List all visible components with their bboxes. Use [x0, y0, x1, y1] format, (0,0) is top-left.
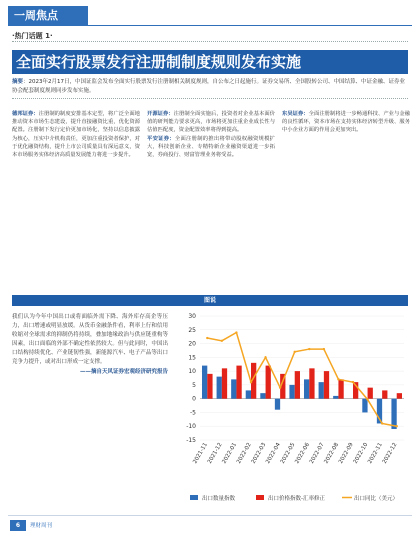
- bar-export-volume: [319, 382, 324, 399]
- figure-caption: ——摘自天风证券宏观经济研究报告: [79, 369, 168, 375]
- legend-label: 出口价格指数-汇率修正: [268, 496, 325, 502]
- figure-banner: 图说: [12, 295, 408, 306]
- line-point: [396, 425, 398, 427]
- section-divider: [8, 25, 412, 26]
- x-tick-label: 2022-10: [352, 442, 370, 465]
- bar-export-volume: [202, 366, 207, 399]
- legend-label: 出口数量指数: [202, 496, 236, 502]
- line-point: [366, 398, 368, 400]
- legend-swatch: [256, 495, 264, 500]
- line-point: [279, 386, 281, 388]
- line-point: [235, 331, 237, 333]
- y-tick-label: 20: [188, 340, 196, 348]
- bar-export-volume: [260, 393, 265, 399]
- brand-name: 理财周刊: [30, 523, 53, 529]
- line-point: [250, 381, 252, 383]
- paragraph-source: 平安证券：: [147, 135, 175, 142]
- figure-text: [12, 313, 168, 377]
- article-paragraph: [147, 135, 275, 160]
- x-tick-label: 2022-06: [294, 442, 312, 465]
- x-tick-label: 2021-11: [192, 442, 210, 465]
- bar-export-price: [368, 388, 373, 399]
- x-tick-label: 2022-02: [236, 442, 253, 465]
- article-title: 全面实行股票发行注册制制度规则发布实施: [12, 50, 408, 74]
- export-chart: [172, 310, 412, 510]
- x-tick-label: 2022-11: [367, 442, 384, 465]
- article-paragraph: [147, 110, 275, 135]
- line-point: [381, 422, 383, 424]
- bar-export-price: [295, 371, 300, 399]
- bar-export-price: [236, 366, 241, 399]
- article-paragraph: [282, 110, 410, 135]
- line-point: [221, 340, 223, 342]
- paragraph-text: 注册制全面实施后，投资者对企业基本面价值的研判能力要求更高，市场将更加注重企业成长性与估值匹配度，资金配置效率将得到提高。: [147, 111, 275, 134]
- bar-export-volume: [333, 396, 338, 399]
- line-point: [294, 351, 296, 353]
- paragraph-text: 注册制的制度安排基本定型，将广泛全面地推动资本市场生态建设，提升直接融资比重，优化资源配置。注册制下发行定价更加市场化，坚持以信息披露为核心，压实中介机构责任，更加注重投资者保护，对于优化融资结构，提升上市公司质量具有深远意义，资本市场服务实体经济高质量发展能力将进一步提升。: [12, 111, 140, 159]
- y-tick-label: 15: [188, 354, 196, 362]
- article-abstract: [12, 78, 408, 99]
- paragraph-source: 东吴证券：: [282, 111, 309, 117]
- paragraph-text: 全面注册制的推出将带动股权融资规模扩大，科技创新企业、专精特新企业融资渠道进一步拓宽，券商投行、财富管理业务将受益。: [147, 135, 275, 159]
- line-point: [308, 348, 310, 350]
- bar-export-price: [222, 368, 227, 398]
- y-tick-label: -10: [186, 423, 196, 431]
- y-tick-label: 5: [192, 381, 196, 389]
- column-label: ·热门话题 1·: [12, 32, 53, 40]
- abstract-label: 摘要: [12, 79, 24, 85]
- bar-export-volume: [362, 399, 367, 413]
- column-divider: [12, 41, 408, 42]
- bar-export-volume: [289, 385, 294, 399]
- legend-swatch: [190, 495, 198, 500]
- y-tick-label: 0: [192, 395, 196, 403]
- figure-paragraph: 我们认为今年中国出口或将面临外需下降、海外库存高企等压力，出口增速或明显放缓。从货币金融条件看，利率上行和信用收缩对全球需求的抑制仍将持续，叠加地缘政治与供应链重构等因素，出口面临的外部不确定性依然较大。但与此同时，中国出口结构持续优化、产业链韧性强，新能源汽车、电子产品等出口竞争力提升，或对出口形成一定支撑。: [12, 314, 168, 365]
- x-tick-label: 2022-01: [221, 442, 239, 465]
- paragraph-source: 开源证券：: [147, 111, 174, 117]
- bar-export-price: [397, 393, 402, 399]
- x-tick-label: 2021-12: [206, 442, 224, 465]
- section-tag: 一周焦点: [8, 6, 88, 25]
- bar-export-price: [266, 366, 271, 399]
- bar-export-price: [338, 379, 343, 398]
- bar-export-volume: [275, 399, 280, 410]
- x-tick-label: 2022-05: [279, 442, 297, 465]
- footer-divider: [8, 515, 412, 516]
- bar-export-price: [382, 390, 387, 398]
- bar-export-volume: [304, 379, 309, 398]
- y-tick-label: -5: [190, 409, 196, 417]
- bar-export-volume: [217, 377, 222, 399]
- x-tick-label: 2022-08: [323, 442, 341, 465]
- article-paragraph: [12, 110, 140, 159]
- line-point: [323, 348, 325, 350]
- line-point: [264, 356, 266, 358]
- bar-export-price: [207, 374, 212, 399]
- y-tick-label: 30: [188, 313, 196, 320]
- y-tick-label: 25: [188, 326, 196, 334]
- bar-export-volume: [391, 399, 396, 429]
- x-tick-label: 2022-07: [308, 442, 326, 465]
- paragraph-source: 德邦证券：: [12, 111, 39, 117]
- y-tick-label: 10: [188, 368, 196, 376]
- abstract-text: ：2023年2月17日，中国证监会发布全面实行股票发行注册制相关制度规则，自公布之日起施行。证券交易所、全国股转公司、中国结算、中证金融、证券业协会配套制度规则同步发布实施。: [12, 79, 406, 94]
- line-point: [337, 378, 339, 380]
- x-tick-label: 2022-09: [338, 442, 355, 465]
- page-number: 6: [10, 520, 26, 531]
- line-point: [206, 337, 208, 339]
- x-tick-label: 2022-03: [250, 442, 268, 465]
- bar-export-volume: [246, 390, 251, 398]
- line-point: [352, 381, 354, 383]
- bar-export-price: [309, 368, 314, 398]
- article-body: [12, 110, 410, 288]
- x-tick-label: 2022-04: [265, 442, 282, 465]
- bar-export-volume: [231, 379, 236, 398]
- bar-export-price: [324, 371, 329, 399]
- paragraph-text: 全面注册制将进一步畅通科技、产业与金融的良性循环，资本市场在支持实体经济转型升级、服务中小企业方面的作用会更加突出。: [282, 111, 410, 134]
- x-tick-label: 2022-12: [381, 442, 399, 465]
- y-tick-label: -15: [186, 437, 196, 444]
- legend-label: 出口同比（美元）: [354, 496, 399, 502]
